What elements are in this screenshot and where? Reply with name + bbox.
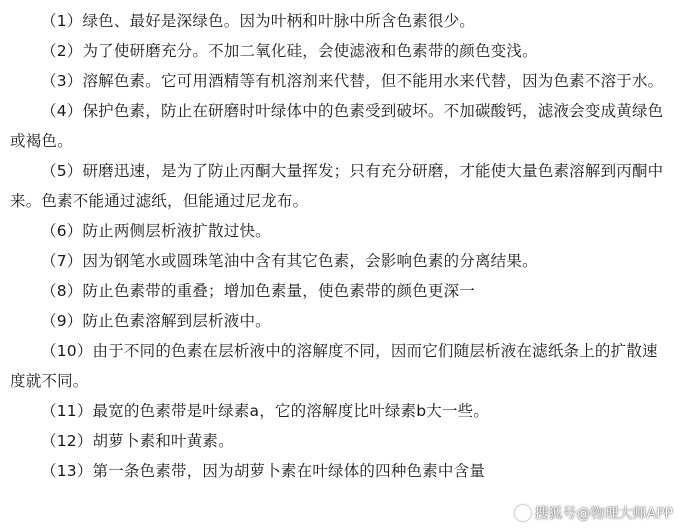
paragraph-5: （5）研磨迅速，是为了防止丙酮大量挥发；只有充分研磨，才能使大量色素溶解到丙酮中来。色素不能通过滤纸，但能通过尼龙布。 — [10, 162, 664, 210]
paragraph-3: （3）溶解色素。它可用酒精等有机溶剂来代替，但不能用水来代替，因为色素不溶于水。 — [41, 72, 664, 90]
watermark — [515, 503, 673, 523]
sohu-logo-icon — [515, 505, 531, 521]
paragraph-8: （8）防止色素带的重叠；增加色素量，使色素带的颜色更深一 — [41, 282, 475, 300]
paragraph-1: （1）绿色、最好是深绿色。因为叶柄和叶脉中所含色素很少。 — [41, 12, 475, 30]
paragraph-9: （9）防止色素溶解到层析液中。 — [41, 312, 271, 330]
watermark-text: 搜狐号@物理大师APP — [534, 506, 673, 522]
paragraph-10: （10）由于不同的色素在层析液中的溶解度不同，因而它们随层析液在滤纸条上的扩散速度就不同。 — [10, 342, 658, 390]
paragraph-2: （2）为了使研磨充分。不加二氧化硅，会使滤液和色素带的颜色变浅。 — [41, 42, 538, 60]
paragraph-4: （4）保护色素，防止在研磨时叶绿体中的色素受到破坏。不加碳酸钙，滤液会变成黄绿色或褐色。 — [10, 102, 664, 150]
paragraph-6: （6）防止两侧层析液扩散过快。 — [41, 222, 271, 240]
paragraph-7: （7）因为钢笔水或圆珠笔油中含有其它色素，会影响色素的分离结果。 — [41, 252, 538, 270]
paragraph-11: （11）最宽的色素带是叶绿素a，它的溶解度比叶绿素b大一些。 — [41, 402, 490, 420]
paragraph-13: （13）第一条色素带，因为胡萝卜素在叶绿体的四种色素中含量 — [41, 462, 486, 480]
paragraph-12: （12）胡萝卜素和叶黄素。 — [41, 432, 234, 450]
